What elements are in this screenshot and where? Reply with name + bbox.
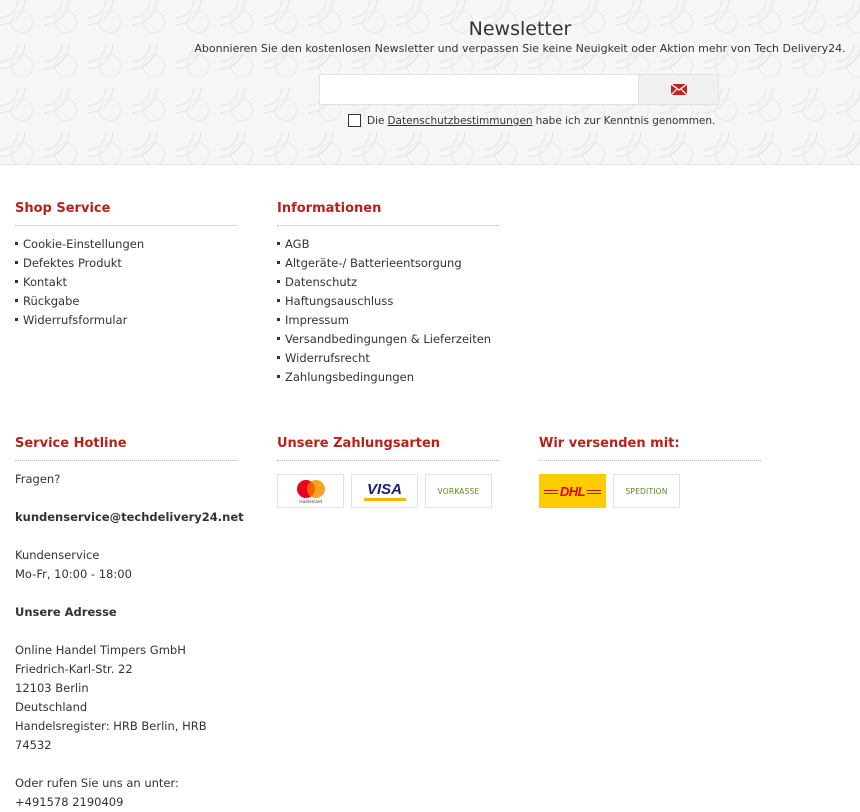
shipping-logos xyxy=(539,474,761,508)
link-cookie-settings[interactable]: Cookie-Einstellungen xyxy=(15,235,237,254)
hotline-call-label: Oder rufen Sie uns an unter: xyxy=(15,776,179,790)
address-street: Friedrich-Karl-Str. 22 xyxy=(15,662,133,676)
hotline-hours: Mo-Fr, 10:00 - 18:00 xyxy=(15,567,132,581)
informationen-column xyxy=(277,201,499,387)
link-withdrawal-form[interactable]: Widerrufsformular xyxy=(15,311,237,330)
shop-service-heading: Shop Service xyxy=(15,201,237,226)
payment-heading: Unsere Zahlungsarten xyxy=(277,436,499,461)
payment-logos xyxy=(277,474,499,508)
newsletter-section xyxy=(0,0,860,165)
link-withdrawal-right[interactable]: Widerrufsrecht xyxy=(277,349,499,368)
visa-logo: VISA xyxy=(351,474,418,508)
link-payment-terms[interactable]: Zahlungsbedingungen xyxy=(277,368,499,387)
address-company: Online Handel Timpers GmbH xyxy=(15,643,186,657)
address-heading: Unsere Adresse xyxy=(15,605,117,619)
bullet-icon xyxy=(15,318,18,321)
address-city: 12103 Berlin xyxy=(15,681,89,695)
bullet-icon xyxy=(15,261,18,264)
service-hotline-heading: Service Hotline xyxy=(15,436,237,461)
bullet-icon xyxy=(277,356,280,359)
privacy-prefix: Die xyxy=(367,114,385,127)
envelope-icon xyxy=(671,84,687,95)
hotline-service-label: Kundenservice xyxy=(15,548,100,562)
bullet-icon xyxy=(277,299,280,302)
bullet-icon xyxy=(15,299,18,302)
newsletter-submit-button[interactable] xyxy=(639,74,719,105)
service-hotline-column xyxy=(15,436,244,812)
bullet-icon xyxy=(277,242,280,245)
shop-service-list xyxy=(15,235,237,330)
newsletter-email-input[interactable] xyxy=(319,74,639,105)
bullet-icon xyxy=(277,261,280,264)
hotline-email-link[interactable]: kundenservice@techdelivery24.net xyxy=(15,510,244,524)
privacy-checkbox[interactable] xyxy=(348,114,361,127)
address-register: Handelsregister: HRB Berlin, HRB 74532 xyxy=(15,719,207,752)
informationen-list xyxy=(277,235,499,387)
privacy-suffix: habe ich zur Kenntnis genommen. xyxy=(535,114,716,127)
link-privacy[interactable]: Datenschutz xyxy=(277,273,499,292)
link-shipping-terms[interactable]: Versandbedingungen & Lieferzeiten xyxy=(277,330,499,349)
address-country: Deutschland xyxy=(15,700,88,714)
link-contact[interactable]: Kontakt xyxy=(15,273,237,292)
link-disposal[interactable]: Altgeräte-/ Batterieentsorgung xyxy=(277,254,499,273)
bullet-icon xyxy=(277,337,280,340)
shipping-heading: Wir versenden mit: xyxy=(539,436,761,461)
link-imprint[interactable]: Impressum xyxy=(277,311,499,330)
link-agb[interactable]: AGB xyxy=(277,235,499,254)
newsletter-subtitle: Abonnieren Sie den kostenlosen Newsletter und verpassen Sie keine Neuigkeit oder Aktion mehr von Tech Delivery24. xyxy=(194,42,846,55)
visa-gold-stripe xyxy=(364,498,406,501)
shipping-column xyxy=(539,436,761,508)
payment-column xyxy=(277,436,499,508)
bullet-icon xyxy=(277,318,280,321)
privacy-policy-link[interactable]: Datenschutzbestimmungen xyxy=(387,114,533,127)
dhl-logo: DHL xyxy=(539,474,606,508)
link-return[interactable]: Rückgabe xyxy=(15,292,237,311)
bullet-icon xyxy=(277,280,280,283)
bullet-icon xyxy=(15,242,18,245)
link-defective-product[interactable]: Defektes Produkt xyxy=(15,254,237,273)
bullet-icon xyxy=(15,280,18,283)
vorkasse-logo: VORKASSE xyxy=(425,474,492,508)
newsletter-form xyxy=(319,74,719,105)
informationen-heading: Informationen xyxy=(277,201,499,226)
mastercard-logo: mastercard xyxy=(277,474,344,508)
hotline-phone[interactable]: +491578 2190409 xyxy=(15,795,124,809)
newsletter-title: Newsletter xyxy=(468,18,572,40)
newsletter-privacy-consent xyxy=(348,114,715,127)
mastercard-icon xyxy=(295,479,327,499)
hotline-question: Fragen? xyxy=(15,472,61,486)
shop-service-column xyxy=(15,201,237,330)
spedition-logo: SPEDITION xyxy=(613,474,680,508)
bullet-icon xyxy=(277,375,280,378)
link-disclaimer[interactable]: Haftungsauschluss xyxy=(277,292,499,311)
